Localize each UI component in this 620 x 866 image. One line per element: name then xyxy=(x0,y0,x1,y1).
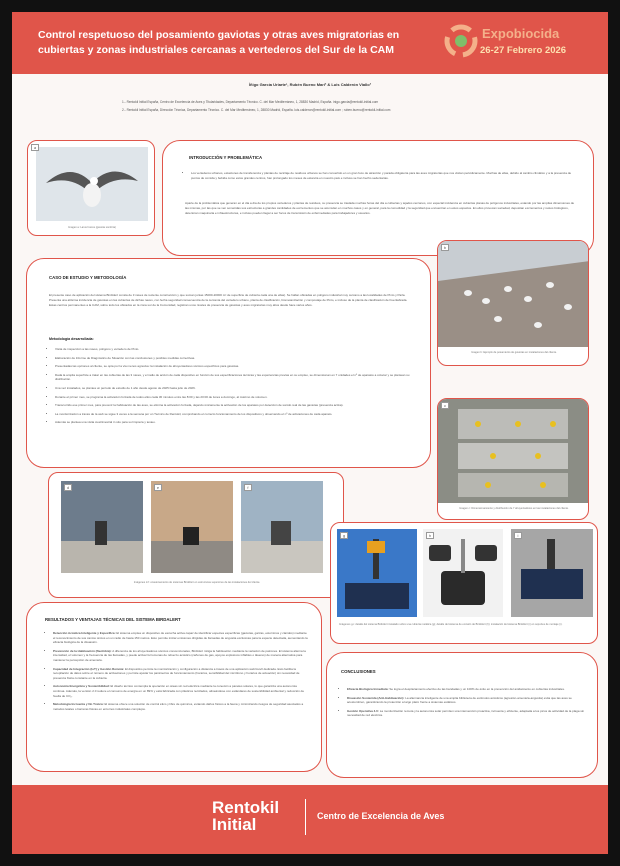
list-item: • Elaboración de Informe de Diagnóstico de Situación con las conclusiones y posibles medidas correctivas. xyxy=(55,356,415,361)
list-item xyxy=(347,687,585,692)
photo-tag: g xyxy=(340,532,348,539)
poster-title: Control respetuoso del posamiento gaviotas y otras aves migratorias en cubiertas y zonas industriales cercanas a vertederos del Sur de la CAM xyxy=(38,29,400,56)
results-section xyxy=(26,602,322,772)
item-text: A diferencia de los ahuyentadores sónicos convencionales, BirdAlert mitiga la habituación mediante la variación de patrones. El sistema alterna la intensidad, el volumen y la frecuencia de las llamadas, y puede activar ferromonas de refuerzo acústico (cañones de gas, apoyos explosivos inflables o láseres) de manera alternativa para mantener la percepción de amenaza. xyxy=(53,648,306,662)
roof-gulls-icon xyxy=(438,241,589,347)
footer-band xyxy=(12,785,608,854)
installed-device-photo-i xyxy=(511,529,593,617)
list-item xyxy=(347,696,585,705)
item-text: El dispositivo permite la monitorización y configuración a distancia a través de una aplicación web/móvil dedicada. Esto facilita la recopilación de datos sobre el número de activaciones y permite ajustar los parámetros de funcionamiento (horarios, sensibilidad del micrófono y horarios de actuación) sin necesidad de presencia física constante en la cubierta. xyxy=(53,666,300,680)
rooftop-photo-d xyxy=(61,481,143,573)
roof-device-icon xyxy=(241,481,323,573)
centre-name: Centro de Excelencia de Aves xyxy=(317,811,445,821)
conclusions-section xyxy=(326,652,598,778)
list-item: • Visita de inspección a las naves, polígono y vertedero de Pinto. xyxy=(55,347,415,352)
case-study-section xyxy=(26,258,431,468)
photo-a-panel xyxy=(27,140,155,236)
results-list xyxy=(47,631,309,715)
photo-caption: Imagen b: Ejemplo de posamiento de gaviotas en instalaciones del cliente. xyxy=(471,351,557,354)
item-label: Gestión Operativa 4.0: xyxy=(347,708,379,713)
poster xyxy=(12,12,608,854)
method-title: Metodología desarrollada: xyxy=(49,337,94,341)
list-item: • Durante el primer mes, se programa la activación forzada de todos ellos cada 30 minutos entre las 8:00 y las 20:00 de lunes a domingo, al máximo de volumen. xyxy=(55,395,415,400)
affiliation-2: 2.- Rentokil Initial España, Dirección Técnica, Departamento Técnico. C. del Mar Mediterráneo, 1, 28830 Madrid, España. luis.calderon@rentokil-initial.com ; ruben.bueno@rentokil-initial.com xyxy=(122,108,391,112)
brand-line: Rentokil xyxy=(212,798,280,817)
section-title: RESULTADOS Y VENTAJAS TÉCNICAS DEL SISTEMA BIRDALERT xyxy=(45,617,181,622)
photo-tag: h xyxy=(426,532,434,539)
list-item: • Dada la amplia superficie a tratar en las cubiertas de las 3 naves, y el radio de acción de cada dispositivo en función de sus especificaciones técnicas y las experiencias previas en su empleo, se dimensionan en 7 unidades el nº de aparatos a colocar y se plantean su distribución. xyxy=(55,373,415,382)
solar-device-photo-g xyxy=(337,529,417,617)
photo-caption: Imágenes g-i: detalle del sistema BirdAlert instalado sobre una cubierta metálica (g); detalle del sistema de emisión de BirdAlert (h); instalación del sistema BirdAlert (i) en soportes de montaje (i). xyxy=(339,623,563,626)
list-item xyxy=(53,649,309,663)
brand-line: Initial xyxy=(212,815,257,834)
installed-device-icon xyxy=(511,529,593,617)
rooftop-device-icon xyxy=(61,481,143,573)
speaker-unit-icon xyxy=(423,529,503,617)
photo-tag: d xyxy=(64,484,72,491)
item-text: La monitorización remota y la autonomía solar permiten una intervención proactiva, incruenta y eficiente, adaptada a los picos de actividad de la plaga sin necesidad de red eléctrica. xyxy=(347,708,585,718)
photos-def-panel xyxy=(48,472,344,598)
section-title: CASO DE ESTUDIO Y METODOLOGÍA xyxy=(49,275,127,280)
conclusions-list xyxy=(341,687,585,722)
event-date: 26-27 Febrero 2026 xyxy=(480,45,567,56)
photo-caption: Imagen a: Larus fuscus (gaviota sombría) xyxy=(68,226,116,229)
photo-tag: f xyxy=(244,484,252,491)
expobiocida-logo-icon xyxy=(444,24,478,58)
item-label: Disuasión Sostenida (Anti-Habituación): xyxy=(347,695,405,700)
rentokil-initial-logo xyxy=(212,799,279,833)
photo-tag: a xyxy=(31,144,39,151)
intro-bullets xyxy=(185,171,575,184)
case-paragraph: El presente caso de aplicación del sistema BirdAlert consta de 3 naves de reciente construcción y que suman juntas 15000-20000 m² de superficie de cubierta cada una de ellas). Se hallan ubicadas en polígono industrial muy cercano a las localidades de Pinto y Parla. Presenta una altísima incidencia de gaviotas en las cubiertas de dichas naves, con fecha seguridad consecuencia de la cercanía del vertedero urbano, planta de clasificación, biometanización y compostaje de Pinto, e incluso de la planta de clasificación de Fuenlabrada. Estas centros permanentes a la CAM, sobre todo los ubicados en la zona sur de la Comunidad, registran unos niveles de presencia de gaviotas y aves migratorias muy altos desde hace varios años. xyxy=(49,293,408,307)
section-title: INTRODUCCIÓN Y PROBLEMÁTICA xyxy=(189,155,263,160)
list-item xyxy=(347,709,585,718)
item-label: Detección Acústica Inteligente y Específica: xyxy=(53,631,116,635)
item-text: La alternancia inteligente de una amplia biblioteca de estímulos acústicos (agresión-amenaza-angustia) evita que las aves se acostumbren, garantizando la protección a largo plazo frente a sistemas estáticos. xyxy=(347,695,572,705)
list-item: • Transcurrido ese primer mes, para prevenir la habituación de las aves, se elimina la activación forzada, dejando únicamente la activación de los aparatos por detección de sonido real de las gaviotas (presencia activa). xyxy=(55,403,415,408)
item-label: Capacidad de Integración (IoT) y Gestión Remota: xyxy=(53,666,125,671)
list-item: • Los vertederos urbanos, estaciones de transferencia y plantas de reciclaje de residuos urbanos se han convertido en un gran foco de atracción y parada obligatoria para las aves migratorias que nos visitan periódicamente. Muchas de ellas, debido al cambio climático y a la presencia de puntos de comida y bebida como estos grandes centros, han prolongado los meses de estancia en nuestro país e incluso se han hecho sedentarias. xyxy=(191,171,575,180)
solar-panel-icon xyxy=(337,529,417,617)
list-item xyxy=(53,631,309,645)
photo-c-panel xyxy=(437,398,589,520)
authors: Íñigo García Uriarte¹, Rubén Bueno Mari² & Luis Calderón Viallo² xyxy=(248,82,372,87)
intro-paragraph: Aparte de la problemática que generan en el día a día de los propios vertederos y plantas de residuos, su presencia se traslada muchas horas del día a cubiertas y tejados cercanos, con especial incidencia en cubiertas planas de polígonos industriales, estando por las amplias dimensiones de las mismas, por las que se ven sometidas sus estructuras a grandes cantidades de excrementos que se acumulan en muchos casos y en general, para la comodidad y la seguridad que encuentran en estos espacios. En ellos provocan suciedad, depositan excrementos y restos biológicos, deterioran maquinaria e infraestructuras, e incluso pueden llegar a ser focos de transmisión de enfermedades para trabajadores y usuarios. xyxy=(185,201,575,215)
photo-tag: i xyxy=(514,532,522,539)
sunset-roof-icon xyxy=(151,481,233,573)
intro-section xyxy=(162,140,594,256)
item-text: El sistema emplea un dispositivo de escucha activa capaz de identificar especies específicas (gaviotas, garzas, estorninos y cánidos) mediante el reconocimiento de sus cantos únicos en un radio de hasta 150 metros. Esto permite iniciar emisiones dirigidas de llamadas de angustia exclusivas para la especie detectada, aumentando la eficacia biológica de la disuasión. xyxy=(53,631,308,645)
list-item: • La monitorización a través de la web se sigue 3 veces a la semana por un Técnico de Rentokil, comprobando el correcto funcionamiento de los dispositivos y observando el nº de activaciones de cada aparato. xyxy=(55,412,415,417)
item-text: El diseño técnico contempla la operación en áreas sin red eléctrica mediante la conexión a paneles solares, lo que garantiza una autonomía continua. Además, la versión 2.0 reduce el consumo de energía en un 89% y está fabricada con plásticos reciclados, alineándose con estándares de sostenibilidad ambiental y reducción de huella de CO₂. xyxy=(53,684,304,698)
photo-caption: Imagen c: Dimensionamiento y distribución de 7 ahuyentadores en las instalaciones del cliente. xyxy=(459,507,569,510)
list-item: • Presentadas las opciones al cliente, se opta por la vía menos agresiva: la instalación de ahuyentadores sónicos específicos para gaviotas. xyxy=(55,364,415,369)
item-text: El sistema ofrece una solución de control ético y libre de químicos, evitando daños físicos a la fauna y minimizando riesgos de seguridad asociados a métodos letales o barreras físicas en entornos industriales complejos. xyxy=(53,702,304,711)
photo-tag: b xyxy=(441,244,449,251)
list-item: • Una vez instalados, se plantea un período de estudio de 1 año desde agosto de 2025 hasta julio de 2026. xyxy=(55,386,415,391)
footer-divider xyxy=(305,799,306,835)
rooftop-photo-e xyxy=(151,481,233,573)
aerial-layout-icon xyxy=(438,399,589,503)
aerial-map-photo xyxy=(438,399,589,503)
item-label: Autonomía Energética y Sostenibilidad: xyxy=(53,684,110,689)
flying-gull-icon xyxy=(36,147,148,221)
photo-tag: c xyxy=(441,402,449,409)
item-text: Se logra el desplazamiento efectivo de las bandadas y un 100% de éxito en la prevención del anidamiento en cubiertas industriales. xyxy=(389,687,565,691)
photo-tag: e xyxy=(154,484,162,491)
list-item xyxy=(53,684,309,698)
header-band xyxy=(12,12,608,74)
roof-gulls-photo xyxy=(438,241,589,347)
photo-caption: Imágenes d-f: ocasionamiento de sistemas BirdAlert en estructuras superiores de las instalaciones del cliente. xyxy=(133,581,261,584)
photos-ghi-panel xyxy=(330,522,598,644)
item-label: Prevención de la Habituación (Neofobia): xyxy=(53,648,112,653)
list-item xyxy=(53,667,309,681)
event-name: Expobiocida xyxy=(482,26,560,41)
method-steps xyxy=(49,347,415,429)
item-label: Metodología Incruenta y No Tóxica: xyxy=(53,702,104,707)
item-label: Eficacia Biológica Inmediata: xyxy=(347,687,389,691)
affiliation-1: 1.- Rentokil Initial España, Centro de Excelencia de Aves y Titularidades, Departamento Técnico. C. del Mar Mediterráneo, 1, 28830 Madrid, España. inigo.garcia@rentokil-initial.com xyxy=(122,100,379,104)
speaker-unit-photo-h xyxy=(423,529,503,617)
section-title: CONCLUSIONES xyxy=(341,669,376,674)
list-item xyxy=(53,702,309,711)
gull-photo xyxy=(36,147,148,221)
rooftop-photo-f xyxy=(241,481,323,573)
list-item: • Además se plantea una visita cuatrimestral in situ para su limpieza y testeo. xyxy=(55,420,415,425)
photo-b-panel xyxy=(437,240,589,366)
